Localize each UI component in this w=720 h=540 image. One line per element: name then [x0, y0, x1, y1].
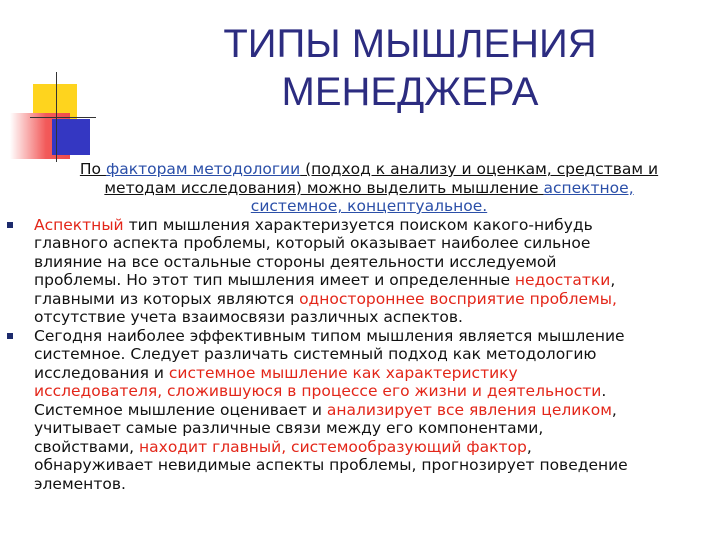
intro-text: методам исследования) можно выделить мышление	[104, 178, 544, 197]
decor-horizontal-line	[30, 117, 96, 118]
highlight-text: находит главный, системообразующий фактор	[139, 437, 527, 456]
highlight-text: анализирует все явления целиком	[326, 400, 612, 419]
body-text: ,	[526, 437, 532, 456]
bullet-square-icon	[7, 222, 13, 228]
highlight-text: одностороннее восприятие проблемы,	[299, 289, 617, 308]
body-text: проблемы. Но этот тип мышления имеет и определенные	[34, 271, 515, 289]
highlight-text: Аспектный	[34, 215, 124, 234]
body-text: .	[601, 382, 607, 400]
bullet-square-icon	[7, 333, 13, 339]
body-line: Сегодня наиболее эффективным типом мышления является мышление	[34, 326, 625, 345]
body-text: Системное мышление оценивает и	[34, 400, 327, 419]
body-line: главного аспекта проблемы, который оказывает наиболее сильное	[34, 234, 591, 252]
highlight-text: недостатки	[514, 271, 611, 289]
link-aspect[interactable]: аспектное,	[543, 178, 634, 197]
body-line: элементов.	[34, 474, 126, 493]
body-line: учитывает самые различные связи между его компонентами,	[34, 419, 544, 437]
intro-text: По	[79, 160, 106, 178]
highlight-text: исследователя, сложившуюся в процессе его жизни и деятельности	[34, 382, 602, 400]
body-line: обнаруживает невидимые аспекты проблемы, прогнозирует поведение	[34, 456, 628, 474]
bullet-aspect-thinking	[34, 216, 704, 327]
link-methodology-factors[interactable]: факторам методологии	[105, 160, 301, 178]
highlight-text: системное мышление как характеристику	[168, 363, 518, 382]
body-line: системное. Следует различать системный подход как методологию	[34, 345, 597, 363]
intro-paragraph	[34, 160, 704, 216]
body-text: свойствами,	[34, 437, 140, 456]
title-line-1: ТИПЫ МЫШЛЕНИЯ	[223, 22, 597, 66]
decor-blue-square	[52, 119, 90, 155]
body-text: ,	[611, 400, 617, 419]
slide-title	[150, 20, 670, 116]
body-text: тип мышления характеризуется поиском какого-нибудь	[123, 215, 593, 234]
body-line: влияние на все остальные стороны деятельности исследуемой	[34, 252, 557, 271]
intro-text: (подход к анализу и оценкам, средствам и	[300, 160, 659, 178]
body-text: главными из которых являются	[34, 289, 300, 308]
body-line: отсутствие учета взаимосвязи различных аспектов.	[34, 308, 463, 326]
body-text: ,	[610, 271, 616, 289]
title-line-2: МЕНЕДЖЕРА	[281, 70, 539, 114]
link-system-concept[interactable]: системное, концептуальное.	[250, 197, 488, 215]
bullet-system-thinking	[34, 327, 704, 494]
body-text: исследования и	[34, 363, 169, 382]
slide-body	[34, 160, 704, 493]
